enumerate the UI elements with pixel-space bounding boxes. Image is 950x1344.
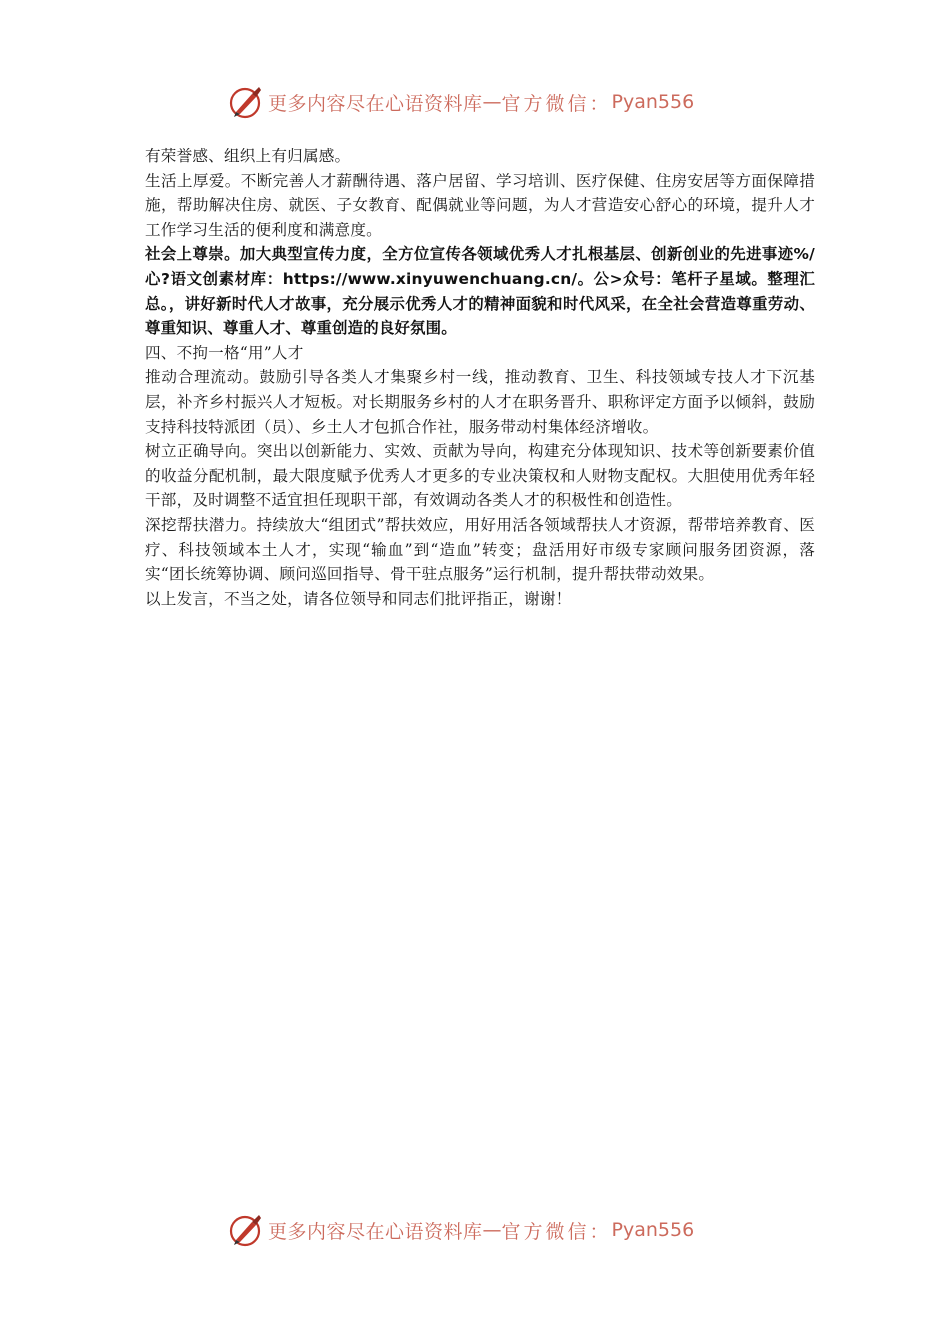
banner-separator: — — [482, 91, 502, 113]
banner-site-text: 更多内容尽在心语资料库 — [268, 1220, 483, 1243]
pen-logo-icon — [228, 1212, 264, 1248]
banner-site-text: 更多内容尽在心语资料库 — [268, 92, 483, 115]
document-body — [145, 144, 815, 611]
pen-logo-icon — [228, 84, 264, 120]
banner-wechat-label: 官方微信： — [501, 1220, 612, 1243]
banner-wechat-id: Pyan556 — [611, 91, 695, 113]
paragraph: 树立正确导向。突出以创新能力、实效、贡献为导向，构建充分体现知识、技术等创新要素价值的收益分配机制，最大限度赋予优秀人才更多的专业决策权和人财物支配权。大胆使用优秀年轻干部，及时调整不适宜担任现职干部，有效调动各类人才的积极性和创造性。 — [145, 442, 815, 510]
paragraph: 生活上厚爱。不断完善人才薪酬待遇、落户居留、学习培训、医疗保健、住房安居等方面保障措施，帮助解决住房、就医、子女教育、配偶就业等问题，为人才营造安心舒心的环境，提升人才工作学习生活的便利度和满意度。 — [145, 171, 815, 239]
paragraph: 有荣誉感、组织上有归属感。 — [145, 147, 351, 165]
paragraph: 深挖帮扶潜力。持续放大“组团式”帮扶效应，用好用活各领域帮扶人才资源，帮带培养教育、医疗、科技领域本土人才，实现“输血”到“造血”转变；盘活用好市级专家顾问服务团资源，落实“团长统筹协调、顾问巡回指导、骨干驻点服务”运行机制，提升帮扶带动效果。 — [145, 515, 815, 584]
banner-wechat-label: 官方微信： — [501, 92, 612, 115]
closing-paragraph: 以上发言，不当之处，请各位领导和同志们批评指正，谢谢！ — [145, 589, 572, 608]
header-banner — [228, 82, 748, 122]
banner-wechat-id: Pyan556 — [611, 1219, 695, 1241]
banner-separator: — — [482, 1219, 502, 1241]
paragraph-bold: 社会上尊崇。加大典型宣传力度，全方位宣传各领域优秀人才扎根基层、创新创业的先进事迹%/心?语文创素材库：https://www.xinyuwenchuang.cn/。公>众号：笔杆子星域。整理汇总。，讲好新时代人才故事，充分展示优秀人才的精神面貌和时代风采，在全社会营造尊重劳动、尊重知识、尊重人才、尊重创造的良好氛围。 — [145, 245, 815, 338]
footer-banner — [228, 1210, 748, 1250]
paragraph: 推动合理流动。鼓励引导各类人才集聚乡村一线，推动教育、卫生、科技领域专技人才下沉基层，补齐乡村振兴人才短板。对长期服务乡村的人才在职务晋升、职称评定方面予以倾斜，鼓励支持科技特派团（员）、乡土人才包抓合作社，服务带动村集体经济增收。 — [145, 368, 815, 436]
section-heading: 四、不拘一格“用”人才 — [145, 343, 304, 362]
